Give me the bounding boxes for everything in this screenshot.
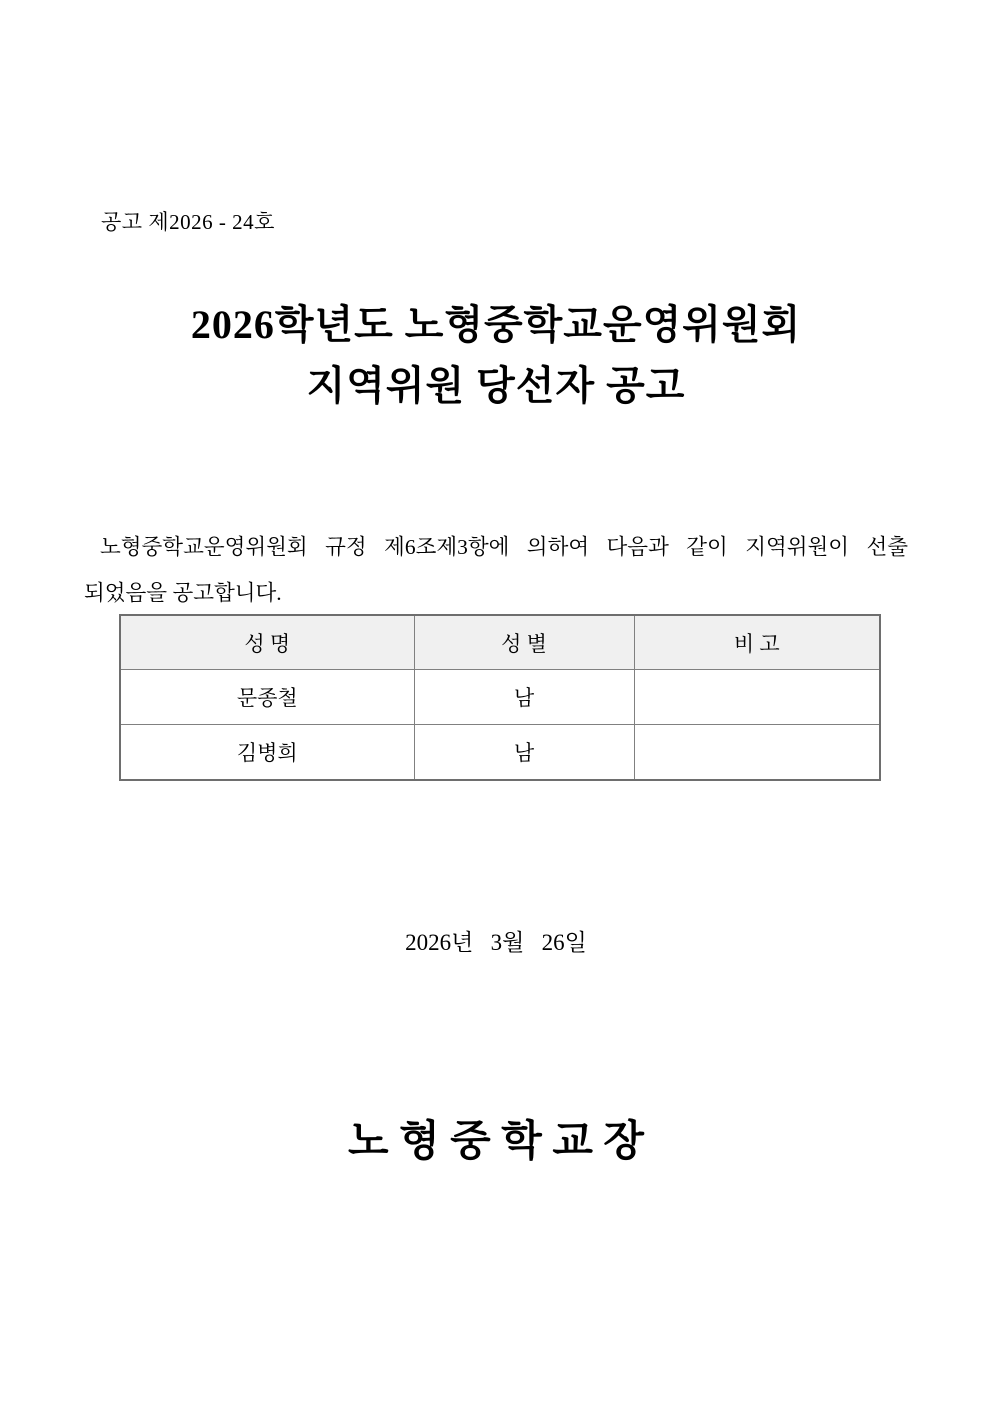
table-row <box>120 670 880 725</box>
table-header-name: 성 명 <box>120 615 414 670</box>
cell-name: 문종철 <box>120 670 414 725</box>
cell-gender: 남 <box>414 670 634 725</box>
page-title-line-1: 2026학년도 노형중학교운영위원회 <box>190 302 802 347</box>
page-title-line-2: 지역위원 당선자 공고 <box>306 363 686 408</box>
announcement-date: 2026년 3월 26일 <box>405 930 587 955</box>
body-paragraph <box>84 524 908 616</box>
table-header-gender: 성 별 <box>414 615 634 670</box>
body-paragraph-line-2: 되었음을 공고합니다. <box>84 581 282 605</box>
body-paragraph-line-1: 노형중학교운영위원회 규정 제6조제3항에 의하여 다음과 같이 지역위원이 선출 <box>100 535 908 559</box>
principal-signature: 노 형 중 학 교 장 <box>348 1119 644 1165</box>
doc-number: 공고 제2026 - 24호 <box>101 210 275 234</box>
table-row <box>120 725 880 781</box>
elected-members-table <box>119 614 881 781</box>
page-title <box>0 294 992 416</box>
cell-note <box>634 670 880 725</box>
cell-name: 김병희 <box>120 725 414 781</box>
cell-gender: 남 <box>414 725 634 781</box>
table-header-note: 비 고 <box>634 615 880 670</box>
table-header-row <box>120 615 880 670</box>
cell-note <box>634 725 880 781</box>
